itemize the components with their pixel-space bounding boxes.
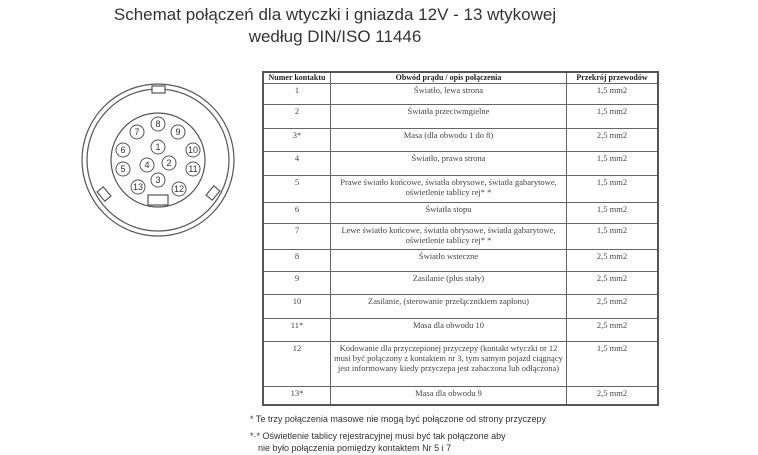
table-row — [263, 272, 658, 295]
footnote-2-cont: nie było połączenia pomiędzy kontaktem Nr 5 i 7 — [258, 443, 452, 453]
table-row — [263, 319, 658, 342]
pinout-table — [262, 71, 659, 406]
contact-number: 6 — [263, 203, 331, 224]
header-contact-number: Numer kontaktu — [263, 72, 331, 84]
circuit-description: Masa (dla obwodu 1 do 8) — [331, 129, 567, 152]
circuit-description: Masa dla obwodu 9 — [331, 387, 567, 405]
table-row — [263, 129, 658, 152]
table-row — [263, 152, 658, 176]
wire-size: 1,5 mm2 — [567, 224, 659, 250]
table-row — [263, 342, 658, 387]
pin-label: 9 — [175, 127, 181, 138]
table-row — [263, 387, 658, 405]
circuit-description: Światła stopu — [331, 203, 567, 224]
circuit-description: Zasilanie, (sterowanie przełącznikiem zapłonu) — [331, 295, 567, 319]
wire-size: 1,5 mm2 — [567, 203, 659, 224]
pin-label: 5 — [120, 164, 126, 175]
header-wire-size: Przekrój przewodów — [567, 72, 659, 84]
circuit-description: Zasilanie (plus stały) — [331, 272, 567, 295]
circuit-description: Światła przeciwmgielne — [331, 105, 567, 129]
pin-label: 6 — [120, 145, 126, 156]
wire-size: 2,5 mm2 — [567, 387, 659, 405]
footnote-2: *·* Oświetlenie tablicy rejestracyjnej musi być tak połączone aby — [250, 431, 506, 441]
pin-label: 2 — [166, 158, 172, 169]
connector-diagram — [0, 0, 260, 260]
table-row — [263, 105, 658, 129]
contact-number: 2 — [263, 105, 331, 129]
table-row — [263, 224, 658, 250]
contact-number: 12 — [263, 342, 331, 387]
wire-size: 2,5 mm2 — [567, 319, 659, 342]
circuit-description: Światło, lewa strona — [331, 84, 567, 105]
pin-label: 10 — [187, 145, 199, 156]
contact-number: 13* — [263, 387, 331, 405]
circuit-description: Masa dla obwodu 10 — [331, 319, 567, 342]
table-row — [263, 250, 658, 272]
pin-label: 12 — [173, 184, 185, 195]
contact-number: 1 — [263, 84, 331, 105]
table-row — [263, 203, 658, 224]
contact-number: 5 — [263, 176, 331, 203]
wire-size: 1,5 mm2 — [567, 342, 659, 387]
pin-label: 3 — [155, 175, 161, 186]
pin-label: 11 — [188, 164, 198, 175]
wire-size: 2,5 mm2 — [567, 295, 659, 319]
pin-label: 7 — [134, 127, 140, 138]
wire-size: 1,5 mm2 — [567, 152, 659, 176]
wire-size: 2,5 mm2 — [567, 272, 659, 295]
contact-number: 3* — [263, 129, 331, 152]
wire-size: 2,5 mm2 — [567, 129, 659, 152]
wire-size: 1,5 mm2 — [567, 176, 659, 203]
pin-label: 8 — [155, 119, 161, 130]
pin-label: 13 — [132, 182, 144, 193]
table-row — [263, 295, 658, 319]
circuit-description: Światło wsteczne — [331, 250, 567, 272]
contact-number: 9 — [263, 272, 331, 295]
circuit-description: Kodowanie dla przyczepionej przyczepy (kontakt wtyczki nr 12 musi być połączony z kontaktem nr 3, tym samym pojazd ciągnący jest informowany kiedy przyczepa jest zahaczona lub odłączona) — [331, 342, 567, 387]
pin-label: 1 — [155, 142, 161, 153]
contact-number: 4 — [263, 152, 331, 176]
contact-number: 10 — [263, 295, 331, 319]
footnote-1: * Te trzy połączenia masowe nie mogą być połączone od strony przyczepy — [250, 414, 546, 424]
header-circuit-description: Obwód prądu / opis połączenia — [331, 72, 567, 84]
contact-number: 7 — [263, 224, 331, 250]
title-line-2: według DIN/ISO 11446 — [248, 27, 422, 46]
table-row — [263, 84, 658, 105]
table-row — [263, 176, 658, 203]
contact-number: 8 — [263, 250, 331, 272]
contact-number: 11* — [263, 319, 331, 342]
wire-size: 2,5 mm2 — [567, 250, 659, 272]
title-line-1: Schemat połączeń dla wtyczki i gniazda 12V - 13 wtykowej — [113, 5, 557, 24]
circuit-description: Światło, prawa strona — [331, 152, 567, 176]
circuit-description: Lewe światło końcowe, światła obrysowe, światła gabarytowe, oświetlenie tablicy rej* * — [331, 224, 567, 250]
wire-size: 1,5 mm2 — [567, 105, 659, 129]
wire-size: 1,5 mm2 — [567, 84, 659, 105]
circuit-description: Prawe światło końcowe, światła obrysowe, światła gabarytowe, oświetlenie tablicy rej* * — [331, 176, 567, 203]
pin-label: 4 — [144, 160, 150, 171]
